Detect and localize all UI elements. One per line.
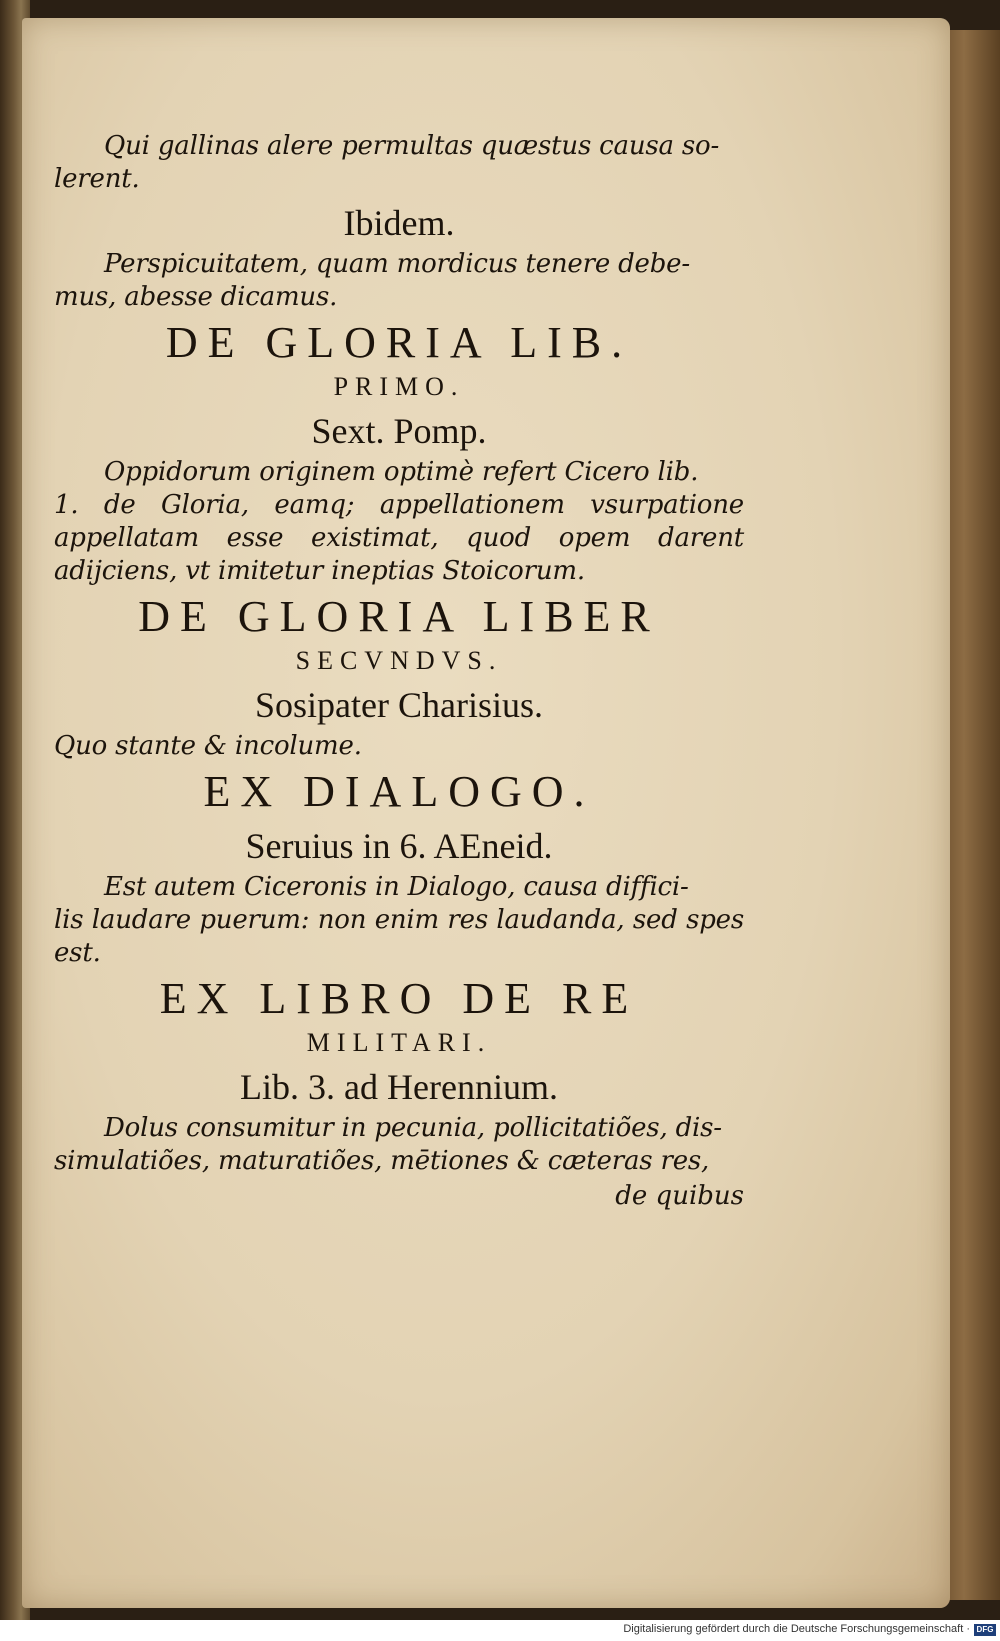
- paragraph-continuation: lerent.: [54, 164, 140, 194]
- paragraph-est-autem: [54, 871, 744, 970]
- heading-de-gloria-liber: DE GLORIA LIBER: [138, 592, 660, 641]
- paragraph-quo-stante: [54, 730, 744, 763]
- paragraph-first-line: Dolus consumitur in pecunia, pollicitatiões, dis-: [104, 1113, 722, 1143]
- heading-ex-dialogo: EX DIALOGO.: [203, 767, 595, 816]
- paragraph-continuation: lis laudare puerum: non enim res laudanda, sed spes est.: [54, 905, 744, 968]
- paragraph-continuation: simulatiões, maturatiões, mētiones & cæteras res,: [54, 1146, 710, 1176]
- heading-sext-pomp: Sext. Pomp.: [311, 411, 487, 451]
- heading-lib3: Lib. 3. ad Herennium.: [240, 1067, 558, 1107]
- heading-ibidem: Ibidem.: [343, 203, 455, 243]
- paragraph-first-line: Perspicuitatem, quam mordicus tenere debe-: [104, 249, 690, 279]
- heading-seruius: Seruius in 6. AEneid.: [245, 826, 553, 866]
- heading-sosipater: Sosipater Charisius.: [255, 685, 543, 725]
- paragraph-dolus: [54, 1112, 744, 1178]
- heading-secundus: SECVNDVS.: [295, 646, 503, 675]
- heading-ex-libro: EX LIBRO DE RE: [159, 974, 639, 1023]
- paragraph-perspicuitatem: [54, 248, 744, 314]
- catchword: de quibus: [615, 1181, 744, 1211]
- paragraph-oppidorum: [54, 456, 744, 588]
- heading-militari: MILITARI.: [306, 1028, 492, 1057]
- footer-credit: Digitalisierung gefördert durch die Deutsche Forschungsgemeinschaft ·: [623, 1623, 970, 1635]
- paragraph-continuation: 1. de Gloria, eamq; appellationem vsurpatione appellatam esse existimat, quod opem darent adijciens, vt imitetur ineptias Stoicorum.: [54, 490, 744, 586]
- paragraph-first-line: Oppidorum originem optimè refert Cicero lib.: [104, 457, 699, 487]
- paragraph-continuation: mus, abesse dicamus.: [54, 282, 338, 312]
- paragraph-first-line: Qui gallinas alere permultas quæstus causa so-: [104, 131, 720, 161]
- paragraph-qui-gallinas: [54, 130, 744, 196]
- dfg-logo-icon: DFG: [974, 1624, 996, 1636]
- page-text: [54, 130, 744, 1213]
- heading-primo: PRIMO.: [333, 372, 465, 401]
- heading-de-gloria-lib: DE GLORIA LIB.: [165, 318, 633, 367]
- book-page: [22, 18, 950, 1608]
- digitization-footer: [0, 1620, 1000, 1641]
- paragraph-first-line: Quo stante & incolume.: [54, 731, 362, 761]
- paragraph-first-line: Est autem Ciceronis in Dialogo, causa diffici-: [104, 872, 689, 902]
